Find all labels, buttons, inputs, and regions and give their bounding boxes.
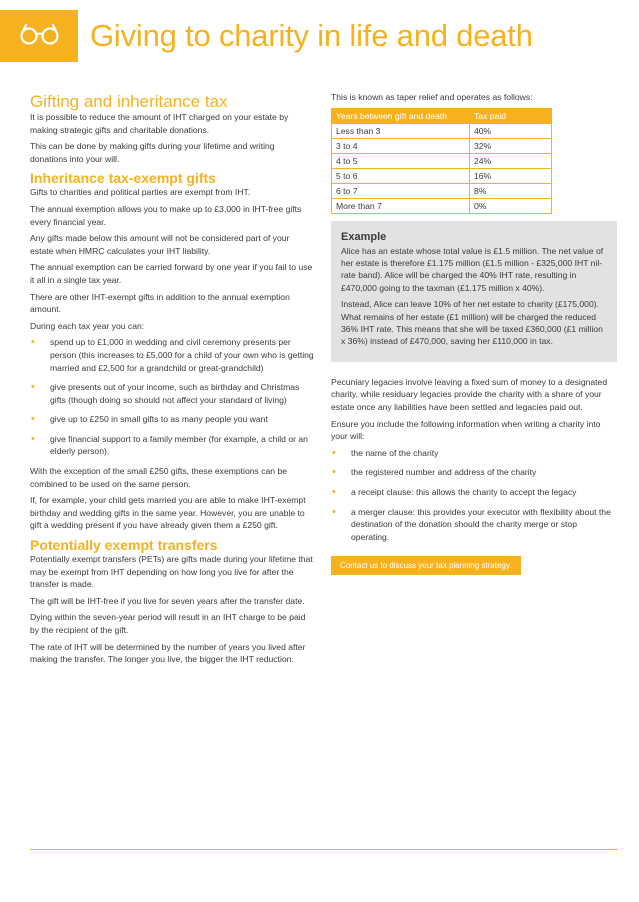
- intro-paragraph-1: It is possible to reduce the amount of IHT charged on your estate by making strategic gifts and charitable donations.: [30, 112, 289, 135]
- table-cell: 8%: [470, 183, 552, 198]
- footer-divider: [30, 849, 618, 850]
- table-intro: This is known as taper relief and operates as follows:: [331, 92, 533, 102]
- example-title: Example: [341, 230, 387, 243]
- table-cell: 3 to 4: [332, 138, 470, 153]
- heading-gifting: Gifting and inheritance tax: [30, 92, 228, 111]
- list-item: • give up to £250 in small gifts to as many people you want: [30, 413, 314, 426]
- list-item: • give presents out of your income, such as birthday and Christmas gifts (though doing so should not affect your standard of living): [30, 381, 314, 406]
- table-cell: More than 7: [332, 198, 470, 213]
- list-item: • a receipt clause: this allows the charity to accept the legacy: [331, 486, 617, 499]
- table-cell: 24%: [470, 153, 552, 168]
- legacies-section: [331, 376, 617, 576]
- list-item: • a merger clause: this provides your executor with flexibility about the destination of the donation should the charity merge or stop operating.: [331, 506, 617, 544]
- example-wedding-paragraph: If, for example, your child gets married you are able to make IHT-exempt birthday and wedding gifts in the same year. However, you are unable to gift a wedding present if you have already given them a £250 gift.: [30, 495, 306, 531]
- pet-paragraph-2: The gift will be IHT-free if you live for seven years after the transfer date.: [30, 595, 305, 606]
- exempt-paragraph-4: The annual exemption can be carried forward by one year if you fail to use it all in a single tax year.: [30, 262, 313, 285]
- list-item: • give financial support to a family member (for example, a child or an elderly person).: [30, 433, 314, 458]
- exempt-paragraph-6: During each tax year you can:: [30, 320, 145, 331]
- table-cell: 40%: [470, 123, 552, 138]
- left-column: [30, 92, 314, 670]
- page-header: [0, 0, 639, 66]
- table-row: [332, 153, 552, 168]
- icon-box: [0, 10, 78, 62]
- column-header-tax: Tax paid: [470, 108, 552, 123]
- exempt-paragraph-5: There are other IHT-exempt gifts in addition to the annual exemption amount.: [30, 291, 290, 315]
- legacies-paragraph: Pecuniary legacies involve leaving a fixed sum of money to a designated charity, while residuary legacies provide the charity with a share of your estate once any liabilities have been settled and legacies paid out.: [331, 376, 608, 413]
- table-header-row: [332, 108, 552, 123]
- right-column: [331, 91, 617, 575]
- table-cell: 4 to 5: [332, 153, 470, 168]
- table-cell: 5 to 6: [332, 168, 470, 183]
- table-row: [332, 183, 552, 198]
- table-row: [332, 168, 552, 183]
- example-paragraph-2: Instead, Alice can leave 10% of her net estate to charity (£175,000). What remains of her estate (£1 million) will be charged the reduced 36% IHT rate. This means that she will be taxed £360,000 (£1 million x 36%) instead of £470,000, saving her £110,000 in tax.: [341, 299, 603, 347]
- contact-us-button[interactable]: Contact us to discuss your tax planning strategy.: [331, 556, 521, 575]
- table-row: [332, 198, 552, 213]
- exempt-paragraph-1: Gifts to charities and political parties are exempt from IHT.: [30, 187, 251, 198]
- table-cell: 6 to 7: [332, 183, 470, 198]
- heading-exempt-gifts: Inheritance tax-exempt gifts: [30, 170, 216, 187]
- pet-paragraph-1: Potentially exempt transfers (PETs) are gifts made during your lifetime that may be exempt from IHT depending on how long you live for after the transfer is made.: [30, 554, 313, 590]
- exempt-paragraph-3: Any gifts made below this amount will not be considered part of your estate when HMRC calculates your IHT liability.: [30, 233, 290, 256]
- exempt-paragraph-2: The annual exemption allows you to make up to £3,000 in IHT-free gifts every financial year.: [30, 203, 302, 227]
- page-title: Giving to charity in life and death: [90, 18, 533, 53]
- glasses-icon: [19, 23, 61, 45]
- will-bullet-list: [331, 447, 617, 544]
- table-cell: Less than 3: [332, 123, 470, 138]
- intro-paragraph-2: This can be done by making gifts during your lifetime and writing donations into your will.: [30, 141, 275, 164]
- ensure-paragraph: Ensure you include the following information when writing a charity into your will:: [331, 418, 601, 442]
- table-cell: 32%: [470, 138, 552, 153]
- table-row: [332, 138, 552, 153]
- list-item: • the name of the charity: [331, 447, 617, 460]
- pet-paragraph-4: The rate of IHT will be determined by the number of years you lived after making the transfer. The longer you live, the bigger the IHT reduction.: [30, 641, 306, 665]
- exempt-bullet-list: [30, 336, 314, 458]
- column-header-years: Years between gift and death: [332, 108, 470, 123]
- heading-pet: Potentially exempt transfers: [30, 537, 218, 554]
- table-cell: 16%: [470, 168, 552, 183]
- table-row: [332, 123, 552, 138]
- example-paragraph-1: Alice has an estate whose total value is £1.5 million. The net value of her estate is therefore £1.175 million (£1.5 million - £325,000 IHT nil-rate band). Alice will be charged the 40% IHT rate, resulting in £470,000 going to the taxman (£1.175 million x 40%).: [341, 245, 604, 293]
- list-item: • spend up to £1,000 in wedding and civil ceremony presents per person (this increases to £5,000 for a child of your own who is getting married and £2,500 for a grandchild or great-grandchild): [30, 336, 314, 374]
- list-item: • the registered number and address of the charity: [331, 466, 617, 479]
- example-box: [331, 221, 617, 362]
- table-cell: 0%: [470, 198, 552, 213]
- pet-paragraph-3: Dying within the seven-year period will result in an IHT charge to be paid by the recipient of the gift.: [30, 612, 306, 635]
- taper-relief-table: [331, 108, 552, 214]
- combined-exemption-paragraph: With the exception of the small £250 gifts, these exemptions can be combined to be used on the same person.: [30, 466, 288, 489]
